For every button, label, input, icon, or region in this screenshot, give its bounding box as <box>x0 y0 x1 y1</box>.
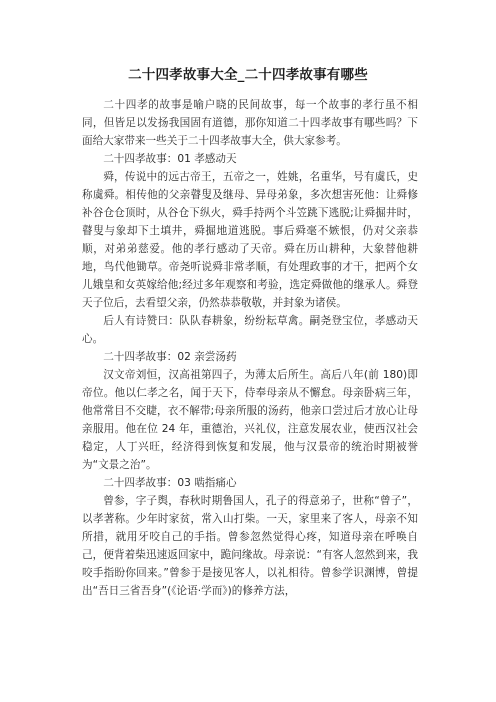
story-heading-01: 二十四孝故事：01 孝感动天 <box>103 153 237 165</box>
poem-paragraph-01: 后人有诗赞曰：队队春耕象，纷纷耘草禽。嗣尧登宝位，孝感动天心。 <box>82 315 418 345</box>
story-paragraph-03: 曾参，字子舆，春秋时期鲁国人，孔子的得意弟子，世称“曾子”，以孝著称。少年时家贫，常入山打柴。一天，家里来了客人，母亲不知所措，就用牙咬自己的手指。曾参忽然觉得心疼，知道母亲在呼唤自己，便背着柴迅速返回家中，跪问缘故。母亲说：“有客人忽然到来，我咬手指盼你回来。”曾参于是接见客人，以礼相待。曾参学识渊博，曾提出“吾日三省吾身”(《论语·学而》)的修养方法， <box>82 495 418 597</box>
intro-paragraph: 二十四孝的故事是喻户晓的民间故事，每一个故事的孝行虽不相同，但皆足以发扬我国固有道德，那你知道二十四孝故事有哪些吗？下面给大家带来一些关于二十四孝故事大全，供大家参考。 <box>82 99 418 147</box>
story-heading-03: 二十四孝故事：03 啮指痛心 <box>103 477 237 489</box>
document-title: 二十四孝故事大全_二十四孝故事有哪些 <box>128 67 368 83</box>
story-paragraph-01: 舜，传说中的远古帝王，五帝之一，姓姚，名重华，号有虞氏，史称虞舜。相传他的父亲瞽叟及继母、异母弟象，多次想害死他：让舜修补谷仓仓顶时，从谷仓下纵火，舜手持两个斗笠跳下逃脱;让舜掘井时，瞽叟与象却下土填井，舜掘地道逃脱。事后舜毫不嫉恨，仍对父亲恭顺，对弟弟慈爱。他的孝行感动了天帝。舜在历山耕种，大象替他耕地，鸟代他锄草。帝尧听说舜非常孝顺，有处理政事的才干，把两个女儿娥皇和女英嫁给他;经过多年观察和考验，选定舜做他的继承人。舜登天子位后，去看望父亲，仍然恭恭敬敬，并封象为诸侯。 <box>82 171 418 309</box>
story-paragraph-02: 汉文帝刘恒，汉高祖第四子，为薄太后所生。高后八年(前 180)即帝位。他以仁孝之名，闻于天下，侍奉母亲从不懈怠。母亲卧病三年，他常常目不交睫，衣不解带;母亲所服的汤药，他亲口尝过后才放心让母亲服用。他在位 24 年，重德治，兴礼仪，注意发展农业，使西汉社会稳定，人丁兴旺，经济得到恢复和发展，他与汉景帝的统治时期被誉为“文景之治”。 <box>82 369 418 471</box>
story-heading-02: 二十四孝故事：02 亲尝汤药 <box>103 351 237 363</box>
document-body <box>82 96 418 600</box>
